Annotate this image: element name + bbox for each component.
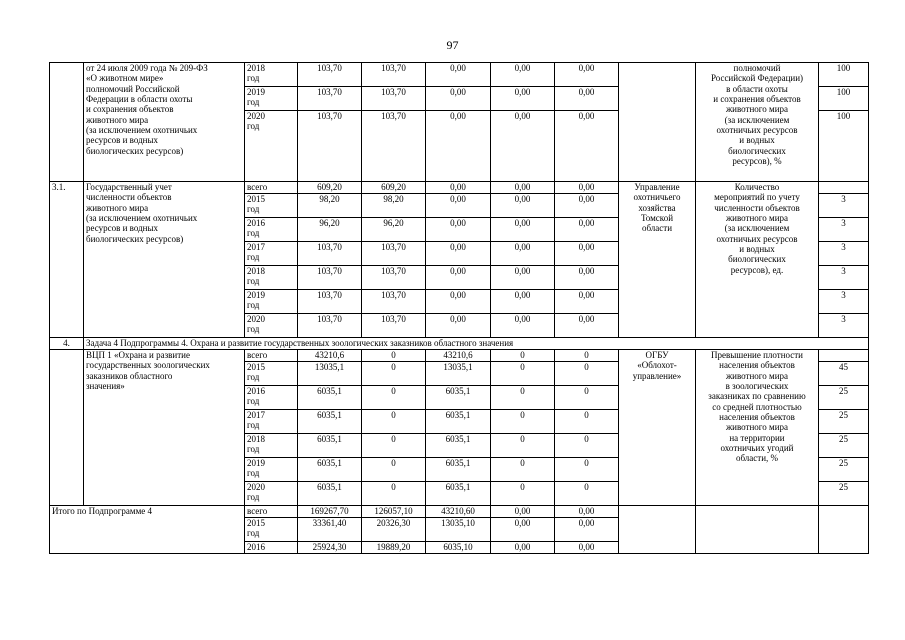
- cell-value: 0,00: [555, 518, 619, 542]
- cell-value: 19889,20: [362, 542, 426, 554]
- indicator-description: Превышение плотности населения объектов животного мира в зоологических заказниках по сравнению со средней плотностью населения объектов животного мира на территории охотничьих угодий области, %: [696, 350, 819, 506]
- table-row: [50, 338, 869, 350]
- cell-total: 6035,1: [298, 482, 362, 506]
- cell-value: 0: [491, 482, 555, 506]
- cell-value: 6035,10: [426, 542, 491, 554]
- activity-description: Государственный учет численности объектов животного мира (за исключением охотничьих ресурсов и водных биологических ресурсов): [84, 182, 245, 338]
- cell-num: [50, 63, 84, 182]
- cell-value: 0,00: [491, 111, 555, 182]
- cell-total: 103,70: [298, 290, 362, 314]
- cell-value: 0: [555, 458, 619, 482]
- cell-year: всего: [245, 506, 298, 518]
- cell-value: 0,00: [555, 542, 619, 554]
- table-row: [50, 63, 869, 87]
- cell-value: 0: [362, 362, 426, 386]
- activity-description: от 24 июля 2009 года № 209-ФЗ «О животном мире» полномочий Российской Федерации в области охоты и сохранения объектов животного мира (за исключением охотничьих ресурсов и водных биологических ресурсов): [84, 63, 245, 182]
- cell-target: 3: [819, 218, 869, 242]
- cell-value: 0,00: [491, 290, 555, 314]
- cell-total: 169267,70: [298, 506, 362, 518]
- cell-value: 0: [362, 458, 426, 482]
- cell-year: всего: [245, 350, 298, 362]
- cell-total: 6035,1: [298, 386, 362, 410]
- cell-value: 43210,60: [426, 506, 491, 518]
- cell-value: 0,00: [555, 194, 619, 218]
- cell-year: 2019 год: [245, 290, 298, 314]
- cell-value: 0: [491, 434, 555, 458]
- cell-total: 103,70: [298, 87, 362, 111]
- cell-value: 0,00: [491, 266, 555, 290]
- cell-target: 3: [819, 266, 869, 290]
- cell-value: 0,00: [491, 506, 555, 518]
- cell-target: [819, 350, 869, 362]
- cell-target: 25: [819, 458, 869, 482]
- cell-year: 2015 год: [245, 518, 298, 542]
- cell-target: 3: [819, 314, 869, 338]
- cell-year: 2016: [245, 542, 298, 554]
- cell-value: 0: [555, 434, 619, 458]
- cell-target: 25: [819, 482, 869, 506]
- cell-value: 0,00: [555, 218, 619, 242]
- cell-num: 4.: [50, 338, 84, 350]
- cell-value: 0,00: [555, 314, 619, 338]
- cell-value: 0,00: [491, 218, 555, 242]
- cell-target: [819, 506, 869, 554]
- cell-year: 2018 год: [245, 266, 298, 290]
- cell-value: 6035,1: [426, 482, 491, 506]
- cell-value: 0,00: [491, 542, 555, 554]
- cell-value: 0: [362, 410, 426, 434]
- cell-target: 3: [819, 194, 869, 218]
- cell-value: 0,00: [555, 266, 619, 290]
- cell-executor: [619, 506, 696, 554]
- cell-value: 103,70: [362, 111, 426, 182]
- cell-value: 0,00: [491, 87, 555, 111]
- cell-value: 103,70: [362, 87, 426, 111]
- cell-value: 0: [362, 434, 426, 458]
- cell-total: 103,70: [298, 314, 362, 338]
- cell-value: 0,00: [426, 194, 491, 218]
- cell-total: 96,20: [298, 218, 362, 242]
- cell-total: 6035,1: [298, 458, 362, 482]
- cell-year: 2016 год: [245, 386, 298, 410]
- cell-year: 2015 год: [245, 194, 298, 218]
- cell-value: 0,00: [491, 182, 555, 194]
- cell-total: 103,70: [298, 111, 362, 182]
- cell-value: 0,00: [555, 506, 619, 518]
- cell-value: 0,00: [555, 111, 619, 182]
- cell-value: 126057,10: [362, 506, 426, 518]
- cell-value: 0: [491, 362, 555, 386]
- cell-value: 6035,1: [426, 458, 491, 482]
- activity-description: ВЦП 1 «Охрана и развитие государственных зоологических заказников областного значения»: [84, 350, 245, 506]
- cell-year: 2015 год: [245, 362, 298, 386]
- cell-value: 0: [491, 386, 555, 410]
- cell-num: 3.1.: [50, 182, 84, 338]
- cell-target: [819, 182, 869, 194]
- cell-value: 13035,1: [426, 362, 491, 386]
- cell-value: 0: [491, 458, 555, 482]
- table-row: [50, 350, 869, 362]
- cell-value: 98,20: [362, 194, 426, 218]
- cell-value: 103,70: [362, 242, 426, 266]
- cell-value: 6035,1: [426, 410, 491, 434]
- cell-value: 0: [555, 482, 619, 506]
- cell-year: 2018 год: [245, 63, 298, 87]
- cell-value: 609,20: [362, 182, 426, 194]
- executor: ОГБУ «Облохот- управление»: [619, 350, 696, 506]
- cell-total: 33361,40: [298, 518, 362, 542]
- cell-value: 0: [555, 362, 619, 386]
- cell-value: 20326,30: [362, 518, 426, 542]
- cell-year: всего: [245, 182, 298, 194]
- cell-value: 0: [362, 350, 426, 362]
- cell-value: 103,70: [362, 266, 426, 290]
- cell-num: [50, 350, 84, 506]
- cell-value: 0,00: [426, 290, 491, 314]
- cell-total: 6035,1: [298, 434, 362, 458]
- cell-value: 0,00: [426, 242, 491, 266]
- cell-value: 103,70: [362, 290, 426, 314]
- table-row: [50, 182, 869, 194]
- cell-target: 3: [819, 242, 869, 266]
- cell-value: 0,00: [491, 63, 555, 87]
- cell-target: 3: [819, 290, 869, 314]
- task-title: Задача 4 Подпрограммы 4. Охрана и развитие государственных зоологических заказников областного значения: [84, 338, 869, 350]
- cell-value: 0,00: [426, 218, 491, 242]
- cell-value: 6035,1: [426, 434, 491, 458]
- cell-indicator: [696, 506, 819, 554]
- cell-value: 43210,6: [426, 350, 491, 362]
- cell-value: 0,00: [491, 518, 555, 542]
- cell-total: 6035,1: [298, 410, 362, 434]
- cell-value: 0,00: [426, 63, 491, 87]
- cell-total: 103,70: [298, 266, 362, 290]
- cell-total: 103,70: [298, 63, 362, 87]
- cell-value: 13035,10: [426, 518, 491, 542]
- cell-value: 0,00: [555, 182, 619, 194]
- cell-value: 0,00: [491, 194, 555, 218]
- cell-total: 25924,30: [298, 542, 362, 554]
- cell-value: 103,70: [362, 314, 426, 338]
- cell-value: 0: [491, 410, 555, 434]
- cell-total: 43210,6: [298, 350, 362, 362]
- cell-value: 0,00: [426, 314, 491, 338]
- cell-value: 0: [555, 410, 619, 434]
- cell-target: 25: [819, 410, 869, 434]
- cell-value: 0: [362, 386, 426, 410]
- cell-value: 0,00: [555, 290, 619, 314]
- cell-value: 0,00: [426, 87, 491, 111]
- cell-value: 0,00: [555, 87, 619, 111]
- cell-target: 25: [819, 386, 869, 410]
- indicator-description: Количество мероприятий по учету численности объектов животного мира (за исключением охотничьих ресурсов и водных биологических ресурсов), ед.: [696, 182, 819, 338]
- cell-value: 0: [362, 482, 426, 506]
- cell-year: 2020 год: [245, 482, 298, 506]
- cell-value: 0,00: [491, 242, 555, 266]
- cell-year: 2017 год: [245, 242, 298, 266]
- cell-value: 6035,1: [426, 386, 491, 410]
- total-label: Итого по Подпрограмме 4: [50, 506, 245, 554]
- cell-value: 0,00: [555, 242, 619, 266]
- program-table: [49, 62, 869, 554]
- cell-target: 100: [819, 87, 869, 111]
- cell-value: 0: [491, 350, 555, 362]
- cell-total: 98,20: [298, 194, 362, 218]
- cell-value: 96,20: [362, 218, 426, 242]
- indicator-description: полномочий Российской Федерации) в области охоты и сохранения объектов животного мира (за исключением охотничьих ресурсов и водных биологических ресурсов), %: [696, 63, 819, 182]
- cell-total: 13035,1: [298, 362, 362, 386]
- cell-year: 2019 год: [245, 458, 298, 482]
- cell-value: 0,00: [426, 182, 491, 194]
- cell-year: 2020 год: [245, 111, 298, 182]
- cell-target: 100: [819, 63, 869, 87]
- cell-year: 2016 год: [245, 218, 298, 242]
- cell-year: 2019 год: [245, 87, 298, 111]
- cell-value: 0,00: [426, 111, 491, 182]
- table-row: [50, 506, 869, 518]
- executor: Управление охотничьего хозяйства Томской области: [619, 182, 696, 338]
- cell-target: 100: [819, 111, 869, 182]
- cell-value: 0: [555, 350, 619, 362]
- cell-year: 2017 год: [245, 410, 298, 434]
- cell-value: 0,00: [426, 266, 491, 290]
- cell-value: 0: [555, 386, 619, 410]
- cell-target: 45: [819, 362, 869, 386]
- page-number: 97: [446, 38, 459, 52]
- cell-total: 609,20: [298, 182, 362, 194]
- cell-executor: [619, 63, 696, 182]
- cell-year: 2018 год: [245, 434, 298, 458]
- cell-value: 0,00: [491, 314, 555, 338]
- cell-total: 103,70: [298, 242, 362, 266]
- cell-year: 2020 год: [245, 314, 298, 338]
- cell-target: 25: [819, 434, 869, 458]
- cell-value: 0,00: [555, 63, 619, 87]
- cell-value: 103,70: [362, 63, 426, 87]
